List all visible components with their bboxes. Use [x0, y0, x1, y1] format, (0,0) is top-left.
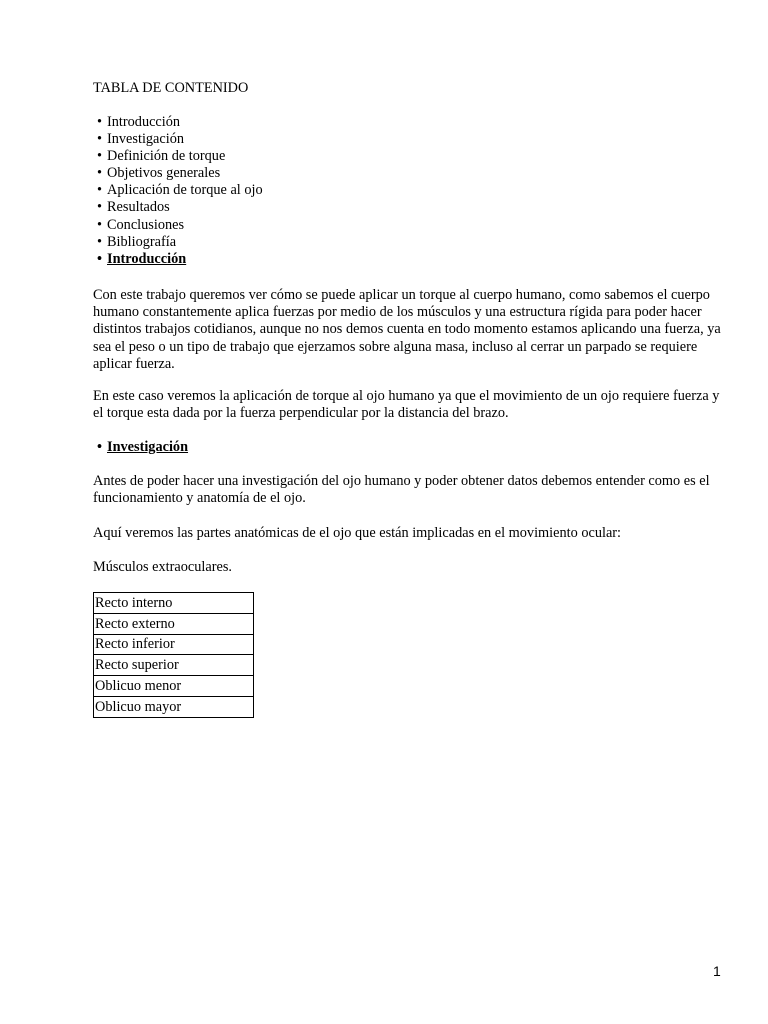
toc-item: • Introducción	[97, 114, 181, 130]
bullet-icon: •	[97, 439, 103, 455]
bullet-icon: •	[97, 148, 103, 165]
bullet-icon: •	[97, 216, 103, 233]
bullet-icon: •	[97, 182, 103, 199]
toc-item: • Conclusiones	[97, 216, 185, 233]
table-row	[94, 634, 254, 655]
muscles-table	[93, 592, 254, 718]
table-cell: Recto externo	[94, 613, 254, 634]
table-cell: Recto interno	[94, 593, 254, 614]
section-heading-introduccion: • Introducción	[97, 250, 187, 267]
bullet-icon: •	[97, 233, 103, 250]
intro-paragraph-2: En este caso veremos la aplicación de torque al ojo humano ya que el movimiento de un ojo requiere fuerza y el torque esta dada por la fuerza perpendicular por la distancia del brazo.	[93, 388, 720, 422]
bullet-icon: •	[97, 114, 103, 130]
table-row	[94, 676, 254, 697]
toc-item: • Objetivos generales	[97, 165, 221, 182]
table-row	[94, 655, 254, 676]
bullet-icon: •	[97, 199, 103, 216]
investigacion-paragraph-1: Antes de poder hacer una investigación del ojo humano y poder obtener datos debemos entender como es el funcionamiento y anatomía de el ojo.	[93, 473, 710, 507]
table-cell: Recto inferior	[94, 634, 254, 655]
table-cell: Oblicuo mayor	[94, 696, 254, 717]
table-row	[94, 593, 254, 614]
investigacion-paragraph-2: Aquí veremos las partes anatómicas de el ojo que están implicadas en el movimiento ocular:	[93, 525, 622, 541]
table-row	[94, 696, 254, 717]
toc-item: • Resultados	[97, 199, 170, 216]
table-cell: Oblicuo menor	[94, 676, 254, 697]
bullet-icon: •	[97, 165, 103, 182]
section-heading-investigacion: • Investigación	[97, 439, 189, 455]
intro-paragraph-1: Con este trabajo queremos ver cómo se puede aplicar un torque al cuerpo humano, como sabemos el cuerpo humano constantemente aplica fuerzas por medio de los músculos y una estructura rígida para poder hacer distintos trabajos cotidianos, aunque no nos demos cuenta en todo momento estamos aplicando una fuerza, ya sea el peso o un tipo de trabajo que ejerzamos sobre alguna masa, incluso al cerrar un parpado se requiere aplicar fuerza.	[93, 287, 721, 372]
toc-list	[97, 114, 263, 268]
table-row	[94, 613, 254, 634]
toc-item: • Definición de torque	[97, 148, 226, 165]
bullet-icon: •	[97, 250, 103, 267]
toc-title: TABLA DE CONTENIDO	[93, 80, 249, 96]
muscles-caption: Músculos extraoculares.	[93, 559, 232, 575]
toc-item: • Investigación	[97, 131, 185, 148]
toc-item: • Bibliografía	[97, 233, 177, 250]
bullet-icon: •	[97, 131, 103, 148]
toc-item: • Aplicación de torque al ojo	[97, 182, 263, 199]
table-cell: Recto superior	[94, 655, 254, 676]
page-number: 1	[713, 963, 721, 979]
